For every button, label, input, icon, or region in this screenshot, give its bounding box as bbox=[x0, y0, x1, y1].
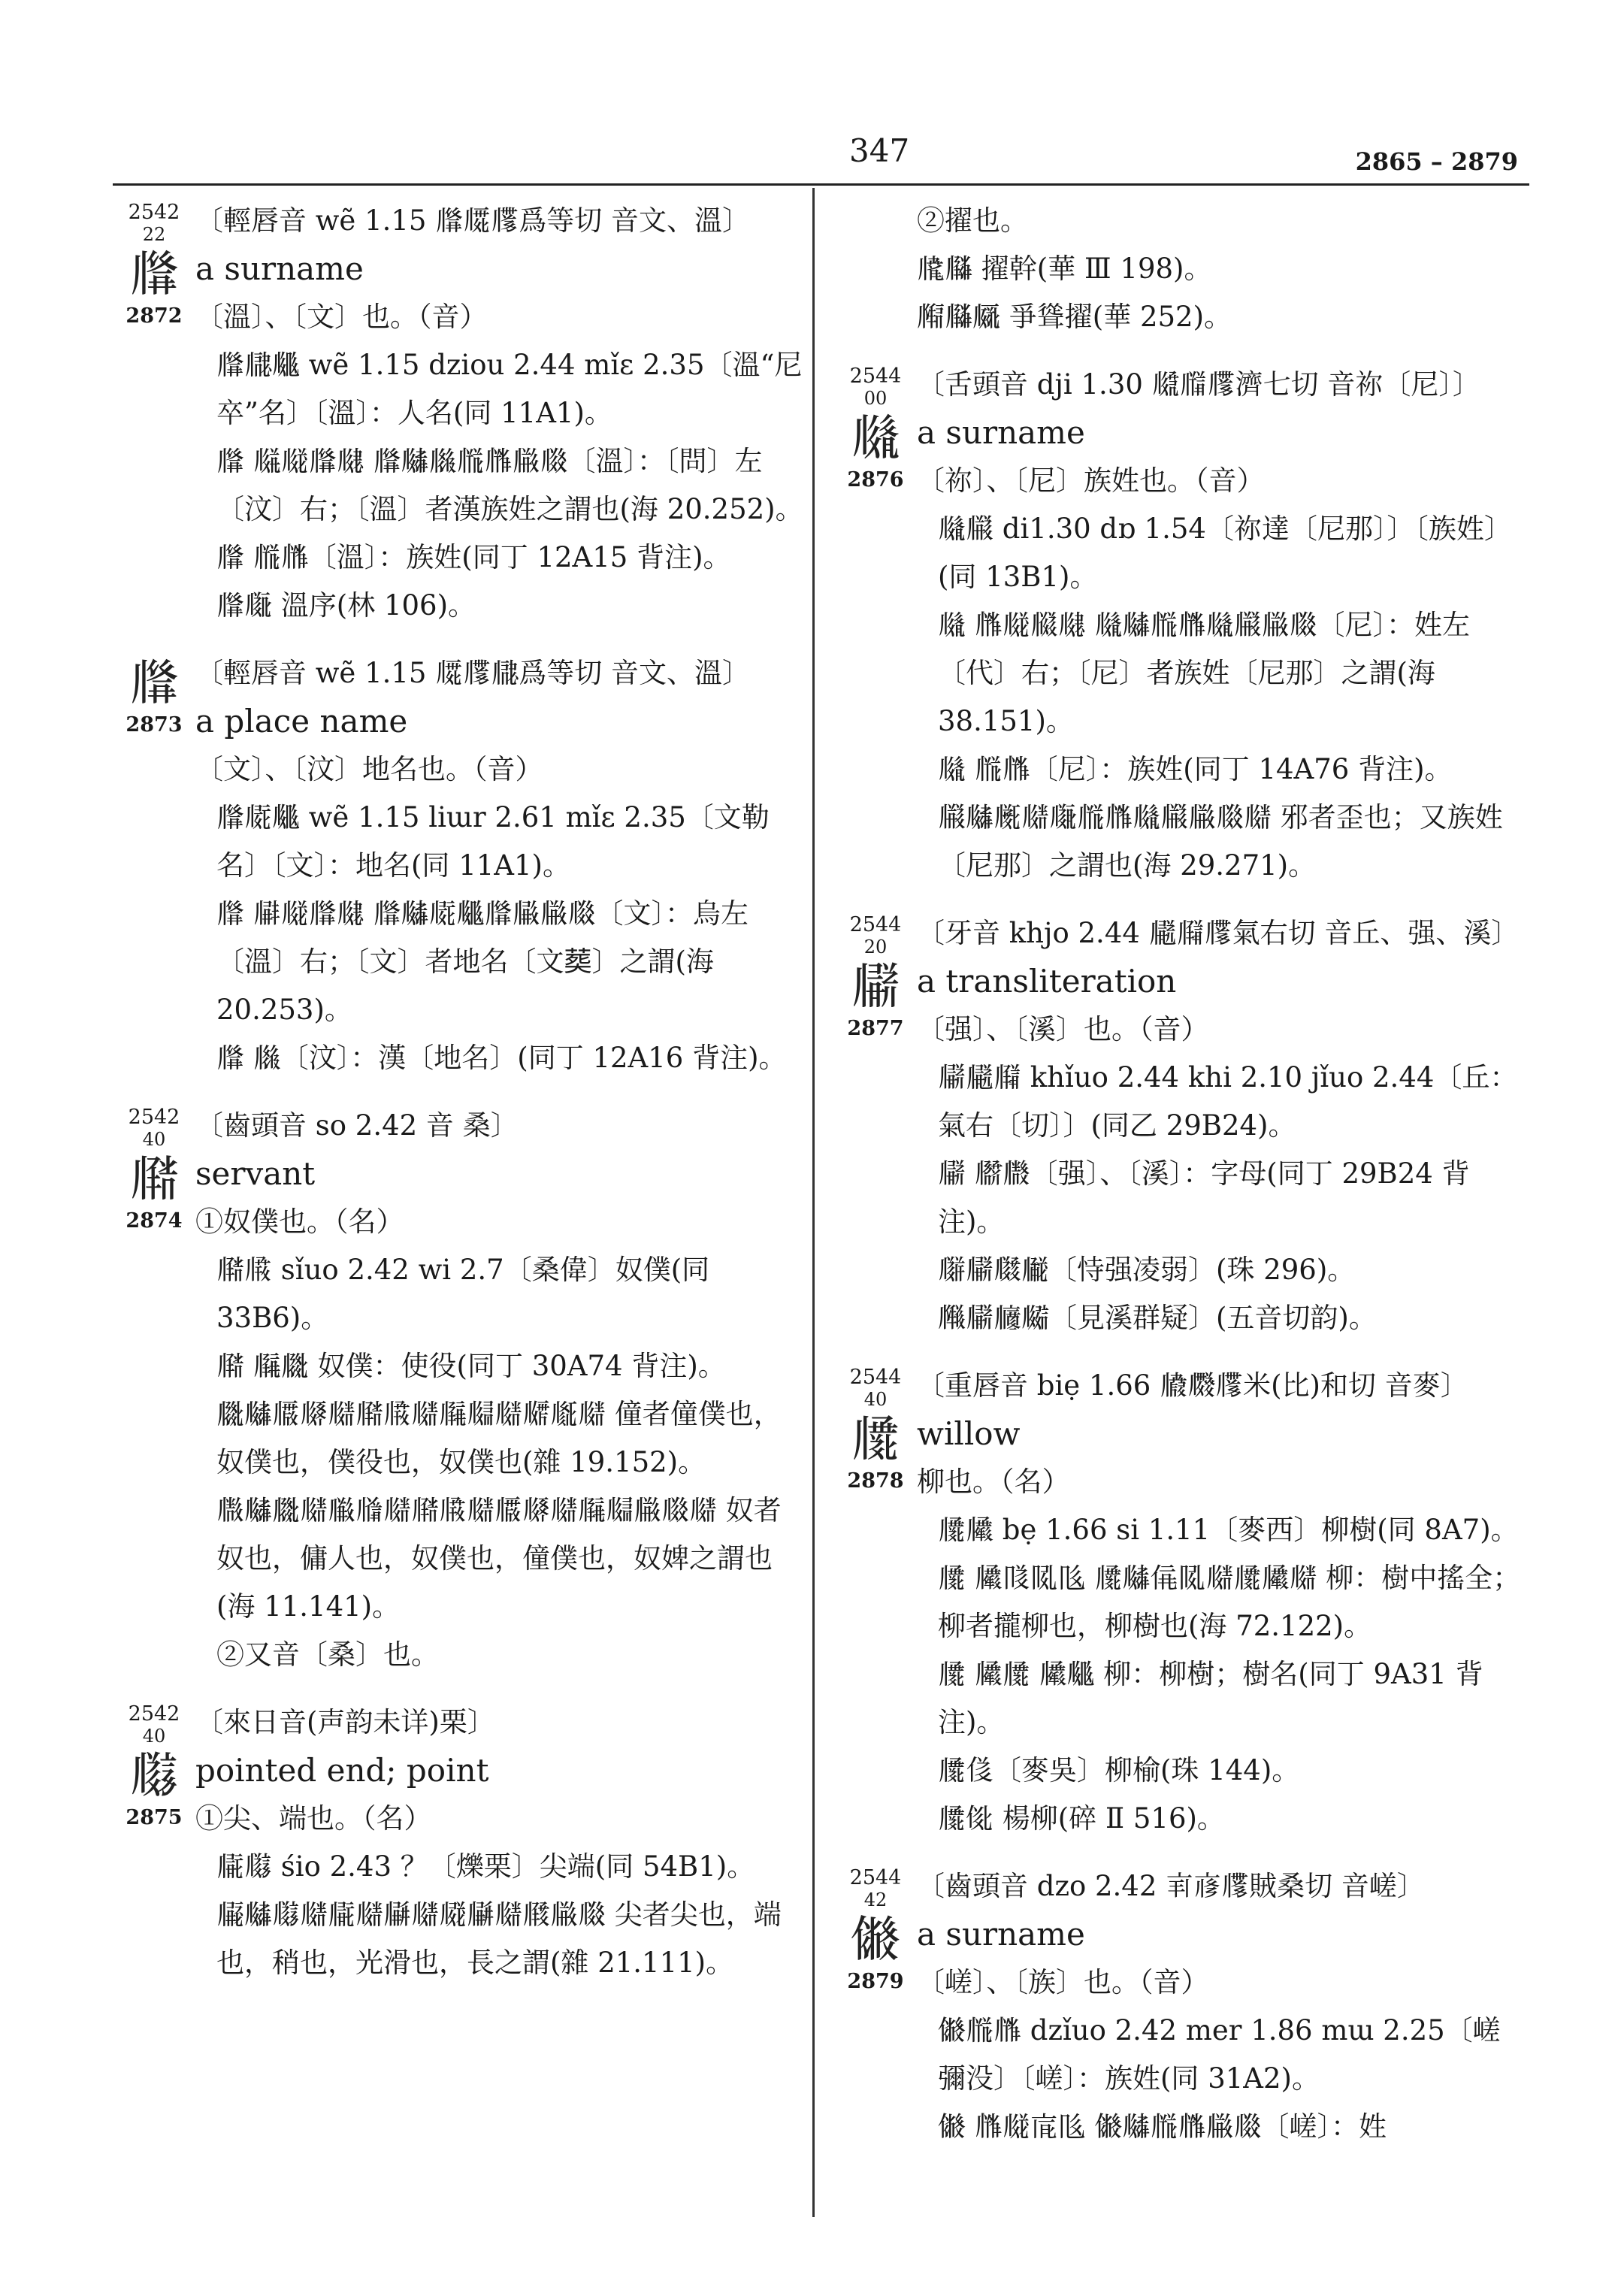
dictionary-entry bbox=[113, 1699, 804, 1987]
entry-number: 2875 bbox=[126, 1806, 183, 1829]
example-line: 𗆴𗆵𗆶 khǐuo 2.44 khi 2.10 jǐuo 2.44〔丘：氣右〔切〕〕(同乙 29B24)。 bbox=[938, 1061, 1518, 1142]
entry-body bbox=[195, 1699, 804, 1987]
english-gloss: servant bbox=[195, 1155, 316, 1192]
entry-code-sub: 42 bbox=[863, 1889, 888, 1910]
entry-code-sub: 40 bbox=[142, 1726, 166, 1747]
entry-code: 2542 bbox=[128, 1106, 180, 1129]
example-line: 𗆖 𗆘𗆙 奴僕：使役(同丁 30A74 背注)。 bbox=[216, 1350, 726, 1382]
english-gloss: pointed end; point bbox=[195, 1752, 489, 1789]
column-divider bbox=[812, 188, 815, 2217]
example-line: ②又音〔桑〕也。 bbox=[216, 1638, 439, 1671]
page-number: 347 bbox=[849, 132, 910, 169]
entry-code-sub: 00 bbox=[863, 388, 888, 409]
entry-number: 2879 bbox=[847, 1970, 904, 1993]
dictionary-entry bbox=[834, 361, 1526, 890]
english-gloss: a surname bbox=[195, 250, 364, 287]
example-line: 𗆄𗆇𗆈 wẽ 1.15 dziou 2.44 mǐɛ 2.35〔溫“尼卒”名〕〔溫〕：人名(同 11A1)。 bbox=[216, 349, 803, 429]
example-line: 𗇉𗆎𗆏 dzǐuo 2.42 mer 1.86 mɯ 2.25〔嵯彌没〕〔嵯〕：族姓(同 31A2)。 bbox=[938, 2014, 1501, 2095]
example-line: 𗆴 𗆷𗆸〔强〕、〔溪〕：字母(同丁 29B24 背注)。 bbox=[938, 1157, 1470, 1238]
entry-line: 〔來日音(声韵未详)栗〕 bbox=[195, 1706, 495, 1738]
dictionary-entry bbox=[834, 1862, 1526, 2151]
entry-number: 2873 bbox=[126, 713, 183, 737]
example-line: 𗆙𗆌𗆚𗆛𗆜𗆖𗆗𗆜𗆘𗆝𗆜𗆞𗆟𗆜 僮者僮僕也，奴僕也，僕役也，奴僕也(雜 19.152)。 bbox=[216, 1398, 782, 1478]
entry-line: 〔重唇音 biẹ 1.66 𗇀𗇁𗆆米(比)和切 音麥〕 bbox=[917, 1369, 1468, 1402]
entry-number: 2878 bbox=[847, 1469, 904, 1493]
tangut-headword: 𗆣 bbox=[129, 1747, 179, 1805]
entry-side bbox=[834, 909, 917, 1342]
example-line: 𗆿𗇇〔麥吳〕柳榆(珠 144)。 bbox=[938, 1754, 1300, 1786]
entry-line: 〔强〕、〔溪〕也。（音） bbox=[917, 1013, 1209, 1045]
tangut-headword: 𗆴 bbox=[851, 957, 900, 1015]
tangut-headword: 𗆄 bbox=[129, 654, 179, 712]
entry-number: 2872 bbox=[126, 304, 183, 328]
english-gloss: a surname bbox=[917, 414, 1085, 451]
entry-line: 〔牙音 khjo 2.44 𗆵𗆶𗆆氣右切 音丘、强、溪〕 bbox=[917, 917, 1520, 949]
english-gloss: a transliteration bbox=[917, 963, 1177, 1000]
entry-body bbox=[195, 1102, 804, 1679]
dictionary-entry bbox=[113, 649, 804, 1082]
example-line: 𗆹𗆴𗆺𗆻〔恃强凌弱〕(珠 296)。 bbox=[938, 1254, 1356, 1286]
entry-line: ①奴僕也。（名） bbox=[195, 1206, 404, 1238]
entry-code: 2542 bbox=[128, 1702, 180, 1726]
page-header bbox=[113, 128, 1541, 188]
example-line: 𗆿𗇂 bẹ 1.66 si 1.11〔麥西〕柳樹(同 8A7)。 bbox=[938, 1514, 1519, 1546]
tangut-headword: 𗆄 bbox=[129, 245, 179, 303]
example-line: 𗆄 𗆉𗆊𗆄𗆋 𗆄𗆌𗆍𗆎𗆏𗆐𗆑〔溫〕：〔問〕左〔汶〕右；〔溫〕者漢族姓之謂也(海 20.252)。 bbox=[216, 445, 803, 525]
entry-code: 2542 bbox=[128, 201, 180, 224]
entry-body bbox=[195, 197, 804, 630]
dictionary-entry bbox=[834, 1362, 1526, 1843]
continued-entry bbox=[917, 197, 1526, 341]
entry-code-sub: 40 bbox=[863, 1389, 888, 1410]
tangut-headword: 𗇉 bbox=[851, 1910, 900, 1968]
example-line: 𗆖𗆗 sǐuo 2.42 wi 2.7〔桑偉〕奴僕(同 33B6)。 bbox=[216, 1254, 710, 1334]
entry-side bbox=[113, 1699, 195, 1987]
example-line: 𗆭𗆰 di1.30 dɒ 1.54〔祢達〔尼那〕〕〔族姓〕(同 13B1)。 bbox=[938, 513, 1512, 593]
example-line: 𗆭 𗆏𗆊𗆱𗆋 𗆭𗆌𗆎𗆏𗆭𗆰𗆐𗆑〔尼〕：姓左〔代〕右；〔尼〕者族姓〔尼那〕之謂(海 38.151)。 bbox=[938, 609, 1471, 737]
dictionary-entry bbox=[113, 1102, 804, 1679]
entry-body bbox=[917, 361, 1526, 890]
entry-side bbox=[834, 361, 917, 890]
dictionary-entry bbox=[834, 909, 1526, 1342]
entry-side bbox=[113, 1102, 195, 1679]
entry-code-sub: 40 bbox=[142, 1129, 166, 1150]
entry-line: 〔齒頭音 so 2.42 音 桑〕 bbox=[195, 1109, 519, 1142]
english-gloss: a surname bbox=[917, 1916, 1085, 1953]
example-line: 𗆄𗆓𗆈 wẽ 1.15 liɯr 2.61 mǐɛ 2.35〔文勒名〕〔文〕：地名(同 11A1)。 bbox=[216, 801, 770, 882]
example-line: 𗆿𗇈 楊柳(碎 Ⅱ 516)。 bbox=[938, 1802, 1225, 1835]
example-line: 𗆥𗆌𗆣𗆜𗆤𗆜𗆦𗆜𗆧𗆦𗆜𗆨𗆐𗆑 尖者尖也，端也，稍也，光滑也，長之謂(雜 21.111)。 bbox=[216, 1898, 782, 1979]
entry-code: 2544 bbox=[849, 365, 902, 388]
entry-code: 2544 bbox=[849, 1866, 902, 1889]
english-gloss: a place name bbox=[195, 703, 408, 740]
example-line: 𗆫𗆪𗆬 爭聳擢(華 252)。 bbox=[917, 301, 1232, 333]
example-line: 𗆄 𗆍〔汶〕：漢〔地名〕(同丁 12A16 背注)。 bbox=[216, 1042, 787, 1074]
entry-code-sub: 20 bbox=[863, 936, 888, 957]
tangut-headword: 𗆭 bbox=[851, 409, 900, 467]
entry-line: 〔輕唇音 wẽ 1.15 𗆄𗆅𗆆爲等切 音文、溫〕 bbox=[195, 204, 750, 237]
entry-body bbox=[917, 1362, 1526, 1843]
entry-side bbox=[113, 649, 195, 1082]
entry-side bbox=[113, 197, 195, 630]
entry-number: 2874 bbox=[126, 1209, 183, 1233]
example-line: 𗇉 𗆏𗆊𗇌𗇅 𗇉𗆌𗆎𗆏𗆐𗆑〔嵯〕：姓 bbox=[938, 2110, 1387, 2143]
entry-code: 2544 bbox=[849, 913, 902, 936]
example-line: 𗆿 𗇂𗇃𗇄𗇅 𗆿𗆌𗇆𗇄𗆜𗆿𗇂𗆜 柳：樹中搖全；柳者攏柳也，柳樹也(海 72.122)。 bbox=[938, 1562, 1521, 1642]
example-line: 𗆼𗆴𗆽𗆾〔見溪群疑〕(五音切韵)。 bbox=[938, 1302, 1377, 1334]
right-column bbox=[834, 197, 1526, 2171]
entry-line: 〔祢〕、〔尼〕族姓也。（音） bbox=[917, 464, 1265, 497]
example-line: 𗆄 𗆎𗆏〔溫〕：族姓(同丁 12A15 背注)。 bbox=[216, 541, 731, 573]
entry-side bbox=[834, 1362, 917, 1843]
entry-side bbox=[834, 1862, 917, 2151]
entry-line: 〔齒頭音 dzo 2.42 𗇊𗇋𗆆賊桑切 音嵯〕 bbox=[917, 1870, 1425, 1902]
example-line: ②擢也。 bbox=[917, 204, 1028, 237]
entry-range: 2865 – 2879 bbox=[1355, 147, 1518, 176]
example-line: 𗆩𗆪 擢幹(華 Ⅲ 198)。 bbox=[917, 253, 1212, 285]
example-line: 𗆭 𗆎𗆏〔尼〕：族姓(同丁 14A76 背注)。 bbox=[938, 753, 1453, 785]
entry-code: 2544 bbox=[849, 1366, 902, 1389]
entry-line: 柳也。（名） bbox=[917, 1466, 1070, 1498]
entry-line: 〔溫〕、〔文〕也。（音） bbox=[195, 301, 488, 333]
header-rule bbox=[113, 183, 1529, 186]
entry-body bbox=[917, 1862, 1526, 2151]
example-line: 𗆠𗆌𗆙𗆜𗆡𗆢𗆜𗆖𗆗𗆜𗆚𗆛𗆜𗆘𗆝𗆐𗆑𗆜 奴者奴也，傭人也，奴僕也，僮僕也，奴婢之謂也(海 11.141)。 bbox=[216, 1494, 782, 1623]
tangut-headword: 𗆖 bbox=[129, 1150, 179, 1208]
example-line: 𗆿 𗇂𗆿 𗇂𗆈 柳：柳樹；樹名(同丁 9A31 背注)。 bbox=[938, 1658, 1483, 1738]
left-column bbox=[113, 197, 804, 2007]
entry-line: 〔嵯〕、〔族〕也。（音） bbox=[917, 1966, 1209, 1998]
entry-body bbox=[195, 649, 804, 1082]
entry-line: 〔舌頭音 dji 1.30 𗆮𗆯𗆆濟七切 音祢〔尼〕〕 bbox=[917, 368, 1480, 401]
example-line: 𗆤𗆣 śio 2.43 ？〔爍栗〕尖端(同 54B1)。 bbox=[216, 1850, 755, 1883]
entry-body bbox=[917, 909, 1526, 1342]
tangut-headword: 𗆿 bbox=[851, 1410, 900, 1468]
entry-line: 〔輕唇音 wẽ 1.15 𗆅𗆆𗆇爲等切 音文、溫〕 bbox=[195, 657, 750, 689]
entry-number: 2877 bbox=[847, 1017, 904, 1040]
english-gloss: willow bbox=[917, 1415, 1021, 1452]
entry-line: 〔文〕、〔汶〕地名也。（音） bbox=[195, 753, 543, 785]
example-line: 𗆄 𗆔𗆊𗆄𗆋 𗆄𗆌𗆓𗆈𗆄𗆕𗆐𗆑〔文〕：烏左〔溫〕右；〔文〕者地名〔文𦵏〕之謂(海 20.253)。 bbox=[216, 897, 749, 1026]
entry-line: ①尖、端也。（名） bbox=[195, 1802, 432, 1835]
entry-number: 2876 bbox=[847, 468, 904, 492]
example-line: 𗆄𗆒 溫序(林 106)。 bbox=[216, 589, 476, 622]
example-line: 𗆰𗆌𗆲𗆜𗆳𗆎𗆏𗆭𗆰𗆐𗆑𗆜 邪者歪也；又族姓〔尼那〕之謂也(海 29.271)。 bbox=[938, 801, 1503, 882]
dictionary-entry bbox=[113, 197, 804, 630]
entry-code-sub: 22 bbox=[142, 224, 166, 245]
